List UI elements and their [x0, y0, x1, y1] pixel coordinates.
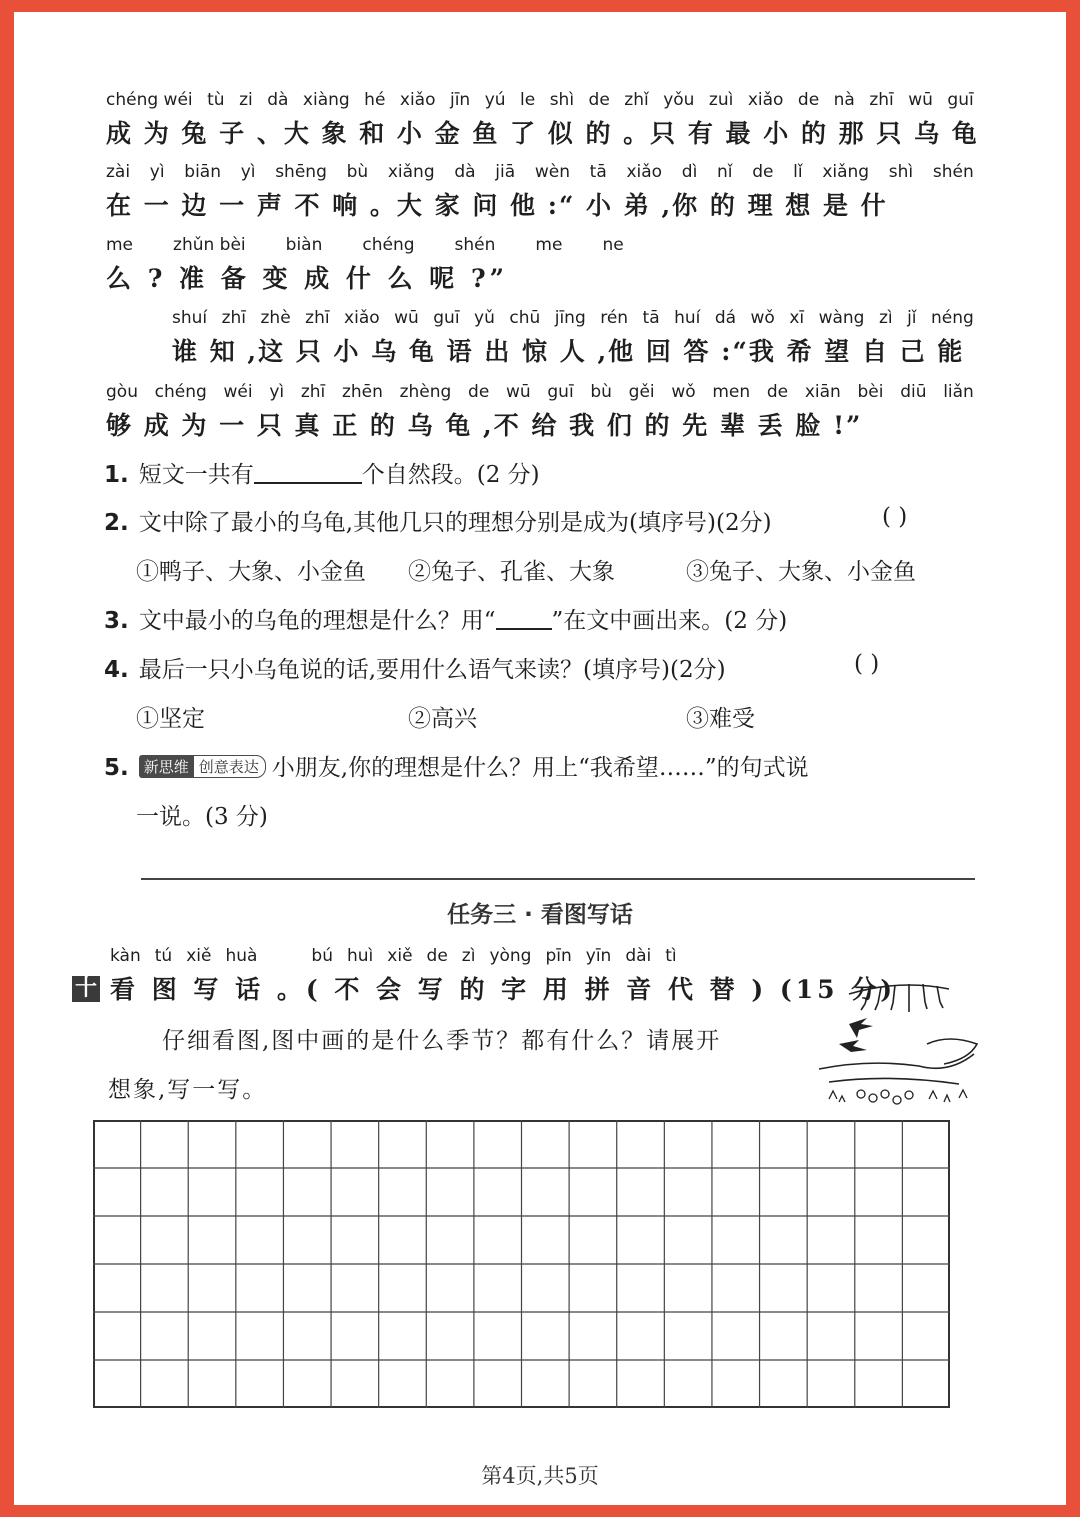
pinyin-syllable: xiǎo	[626, 162, 663, 182]
pinyin-syllable: xī	[789, 308, 805, 328]
pinyin-row	[106, 382, 974, 404]
answer-blank[interactable]	[254, 460, 362, 484]
passage-line	[106, 90, 979, 150]
option-q4-2: ②高兴	[408, 706, 477, 732]
pinyin-syllable: gòu	[106, 382, 138, 402]
hanzi-row: 么 ? 准 备 变 成 什 么 呢 ?”	[106, 264, 509, 293]
pinyin-syllable: men	[712, 382, 751, 402]
question-number: 4.	[104, 657, 129, 683]
spring-illustration	[809, 974, 979, 1114]
pinyin-syllable: yǒu	[663, 90, 695, 110]
pinyin-syllable: dì	[681, 162, 698, 182]
pinyin-syllable: yīn	[585, 946, 612, 966]
pinyin-syllable: yì	[149, 162, 165, 182]
pinyin-syllable: xiǎng	[822, 162, 870, 182]
question-5-continued: 一说。(3 分)	[136, 804, 268, 830]
pinyin-syllable: jīng	[554, 308, 586, 328]
option-q2-3: ③兔子、大象、小金鱼	[686, 559, 916, 585]
question-4	[104, 651, 726, 684]
pinyin-syllable: dá	[714, 308, 737, 328]
pinyin-syllable: xiǎng	[387, 162, 435, 182]
pinyin-syllable: dà	[454, 162, 476, 182]
pinyin-syllable: de	[426, 946, 448, 966]
pinyin-syllable: lǐ	[793, 162, 803, 182]
pinyin-syllable: tā	[642, 308, 660, 328]
passage-line	[106, 382, 974, 442]
pinyin-syllable: huì	[347, 946, 374, 966]
pinyin-syllable: kàn	[110, 946, 141, 966]
question-2	[104, 504, 772, 537]
pinyin-syllable: tù	[207, 90, 225, 110]
passage-line	[106, 162, 974, 222]
option-q2-1: ①鸭子、大象、小金鱼	[136, 559, 366, 585]
answer-paren-q2[interactable]: ( )	[882, 504, 908, 530]
question-text: 文中除了最小的乌龟,其他几只的理想分别是成为(填序号)(2分)	[138, 510, 772, 536]
pinyin-syllable: diū	[900, 382, 927, 402]
pinyin-syllable: xiān	[804, 382, 841, 402]
pinyin-syllable: biān	[184, 162, 221, 182]
hanzi-row: 成 为 兔 子 、大 象 和 小 金 鱼 了 似 的 。只 有 最 小 的 那 只 乌 龟	[106, 119, 979, 148]
instruction-line-1: 仔细看图,图中画的是什么季节？都有什么？请展开	[162, 1028, 722, 1054]
pinyin-syllable: zuì	[708, 90, 734, 110]
pinyin-syllable: wèn	[534, 162, 570, 182]
pinyin-syllable: zhī	[300, 382, 326, 402]
pinyin-syllable: chéng	[154, 382, 207, 402]
question-5	[104, 749, 809, 782]
pinyin-syllable: xiàng	[302, 90, 350, 110]
question-text: 最后一只小乌龟说的话,要用什么语气来读？(填序号)(2分)	[138, 657, 726, 683]
page-footer: 第4页,共5页	[481, 1464, 599, 1488]
section3-heading: 看 图 写 话 。( 不 会 写 的 字 用 拼 音 代 替 ) (15 分)	[110, 975, 897, 1004]
question-text: 短文一共有	[138, 462, 254, 488]
writing-grid[interactable]	[93, 1120, 950, 1408]
pinyin-syllable: nǐ	[717, 162, 733, 182]
pinyin-syllable: huí	[674, 308, 701, 328]
pinyin-syllable: wéi	[223, 382, 253, 402]
pinyin-syllable: yì	[240, 162, 256, 182]
pinyin-syllable: shuí	[172, 308, 208, 328]
passage-line	[172, 308, 974, 368]
pinyin-syllable: tú	[154, 946, 173, 966]
pinyin-syllable: bù	[590, 382, 612, 402]
pinyin-syllable: jǐ	[907, 308, 917, 328]
swallow-willow-picture	[809, 974, 979, 1114]
pinyin-syllable: me	[535, 235, 563, 255]
pinyin-syllable: jiā	[495, 162, 516, 182]
pinyin-syllable: me	[106, 235, 134, 255]
section3-pinyin	[110, 946, 810, 968]
pinyin-syllable: gěi	[628, 382, 655, 402]
pinyin-syllable: chéng	[362, 235, 415, 255]
pinyin-syllable: chū	[509, 308, 541, 328]
pinyin-syllable: wǒ	[750, 308, 775, 328]
option-q2-2: ②兔子、孔雀、大象	[408, 559, 615, 585]
pinyin-syllable: de	[752, 162, 774, 182]
pinyin-syllable: zi	[239, 90, 253, 110]
pinyin-syllable: wǒ	[671, 382, 696, 402]
pinyin-syllable: shén	[454, 235, 496, 255]
option-q4-1: ①坚定	[136, 706, 205, 732]
underline-sample	[496, 606, 552, 630]
hanzi-row: 谁 知 ,这 只 小 乌 龟 语 出 惊 人 ,他 回 答 :“我 希 望 自 己 能	[172, 337, 965, 366]
pinyin-syllable: xiě	[186, 946, 212, 966]
question-number: 1.	[104, 462, 129, 488]
pinyin-syllable: pīn	[545, 946, 572, 966]
pinyin-syllable: zhǔn bèi	[173, 235, 246, 255]
pinyin-syllable: dà	[267, 90, 289, 110]
hanzi-row: 够 成 为 一 只 真 正 的 乌 龟 ,不 给 我 们 的 先 辈 丢 脸 !”	[106, 411, 863, 440]
question-text: 小朋友,你的理想是什么？用上“我希望……”的句式说	[271, 755, 809, 781]
pinyin-syllable: zài	[106, 162, 131, 182]
pinyin-syllable: guī	[433, 308, 460, 328]
pinyin-syllable: néng	[930, 308, 974, 328]
new-thinking-tag: 新思维	[139, 755, 194, 778]
pinyin-row	[172, 308, 974, 330]
question-text-end: 个自然段。(2 分)	[361, 462, 540, 488]
pinyin-row	[106, 162, 974, 184]
pinyin-syllable: de	[766, 382, 789, 402]
pinyin-syllable: zhī	[305, 308, 330, 328]
pinyin-syllable: shì	[549, 90, 575, 110]
section-divider	[141, 878, 975, 880]
pinyin-syllable: le	[520, 90, 536, 110]
writing-grid-lines[interactable]	[93, 1120, 950, 1408]
pinyin-syllable: shì	[888, 162, 914, 182]
worksheet-page	[14, 12, 1066, 1505]
pinyin-syllable: nà	[833, 90, 855, 110]
pinyin-syllable: biàn	[285, 235, 323, 255]
pinyin-syllable: xiǎo	[399, 90, 436, 110]
pinyin-syllable: wàng	[818, 308, 865, 328]
pinyin-syllable: zì	[878, 308, 893, 328]
pinyin-syllable: yú	[484, 90, 506, 110]
option-q4-3: ③难受	[686, 706, 755, 732]
pinyin-syllable: yì	[269, 382, 285, 402]
pinyin-syllable: huà	[225, 946, 258, 966]
question-1	[104, 456, 540, 489]
pinyin-syllable: dài	[625, 946, 652, 966]
pinyin-row	[106, 90, 974, 112]
pinyin-syllable: chéng wéi	[106, 90, 193, 110]
pinyin-syllable: yòng	[489, 946, 532, 966]
pinyin-syllable: zhǐ	[624, 90, 649, 110]
pinyin-syllable: zhèng	[399, 382, 452, 402]
pinyin-syllable: jīn	[449, 90, 471, 110]
pinyin-syllable: guī	[947, 90, 974, 110]
passage-line	[106, 235, 974, 295]
pinyin-syllable: xiǎo	[747, 90, 784, 110]
pinyin-syllable: wū	[394, 308, 419, 328]
pinyin-syllable: xiǎo	[344, 308, 380, 328]
pinyin-syllable: de	[797, 90, 820, 110]
pinyin-syllable: wū	[908, 90, 933, 110]
pinyin-syllable: zhī	[869, 90, 894, 110]
question-number: 5.	[104, 755, 129, 781]
instruction-line-2: 想象,写一写。	[108, 1077, 268, 1103]
answer-paren-q4[interactable]: ( )	[854, 651, 880, 677]
question-3	[104, 602, 787, 635]
hanzi-row: 在 一 边 一 声 不 响 。大 家 问 他 :“ 小 弟 ,你 的 理 想 是 什	[106, 191, 888, 220]
question-number: 3.	[104, 608, 129, 634]
pinyin-syllable: guī	[547, 382, 574, 402]
pinyin-syllable: bù	[346, 162, 369, 182]
pinyin-syllable: wū	[505, 382, 531, 402]
pinyin-syllable: shén	[932, 162, 974, 182]
pinyin-syllable: xiě	[387, 946, 413, 966]
pinyin-syllable: de	[588, 90, 610, 110]
pinyin-row	[106, 235, 974, 257]
question-text: 文中最小的乌龟的理想是什么？用“	[138, 608, 496, 634]
pinyin-syllable: zhī	[221, 308, 247, 328]
question-text-end: ”在文中画出来。(2 分)	[551, 608, 788, 634]
pinyin-syllable: rén	[600, 308, 629, 328]
pinyin-syllable: zhēn	[341, 382, 383, 402]
pinyin-syllable: de	[468, 382, 490, 402]
pinyin-syllable: shēng	[275, 162, 327, 182]
creative-expression-tag: 创意表达	[192, 755, 266, 778]
pinyin-syllable: tì	[665, 946, 677, 966]
pinyin-syllable: zhè	[260, 308, 291, 328]
question-number-ten: 十	[72, 976, 100, 1002]
pinyin-syllable: yǔ	[474, 308, 495, 328]
question-number: 2.	[104, 510, 129, 536]
pinyin-syllable: bú	[311, 946, 333, 966]
pinyin-syllable: hé	[364, 90, 386, 110]
pinyin-syllable: liǎn	[943, 382, 974, 402]
pinyin-syllable: bèi	[857, 382, 884, 402]
pinyin-syllable: tā	[589, 162, 607, 182]
pinyin-syllable: ne	[602, 235, 624, 255]
pinyin-syllable: zì	[461, 946, 476, 966]
section-title: 任务三 · 看图写话	[447, 902, 633, 928]
